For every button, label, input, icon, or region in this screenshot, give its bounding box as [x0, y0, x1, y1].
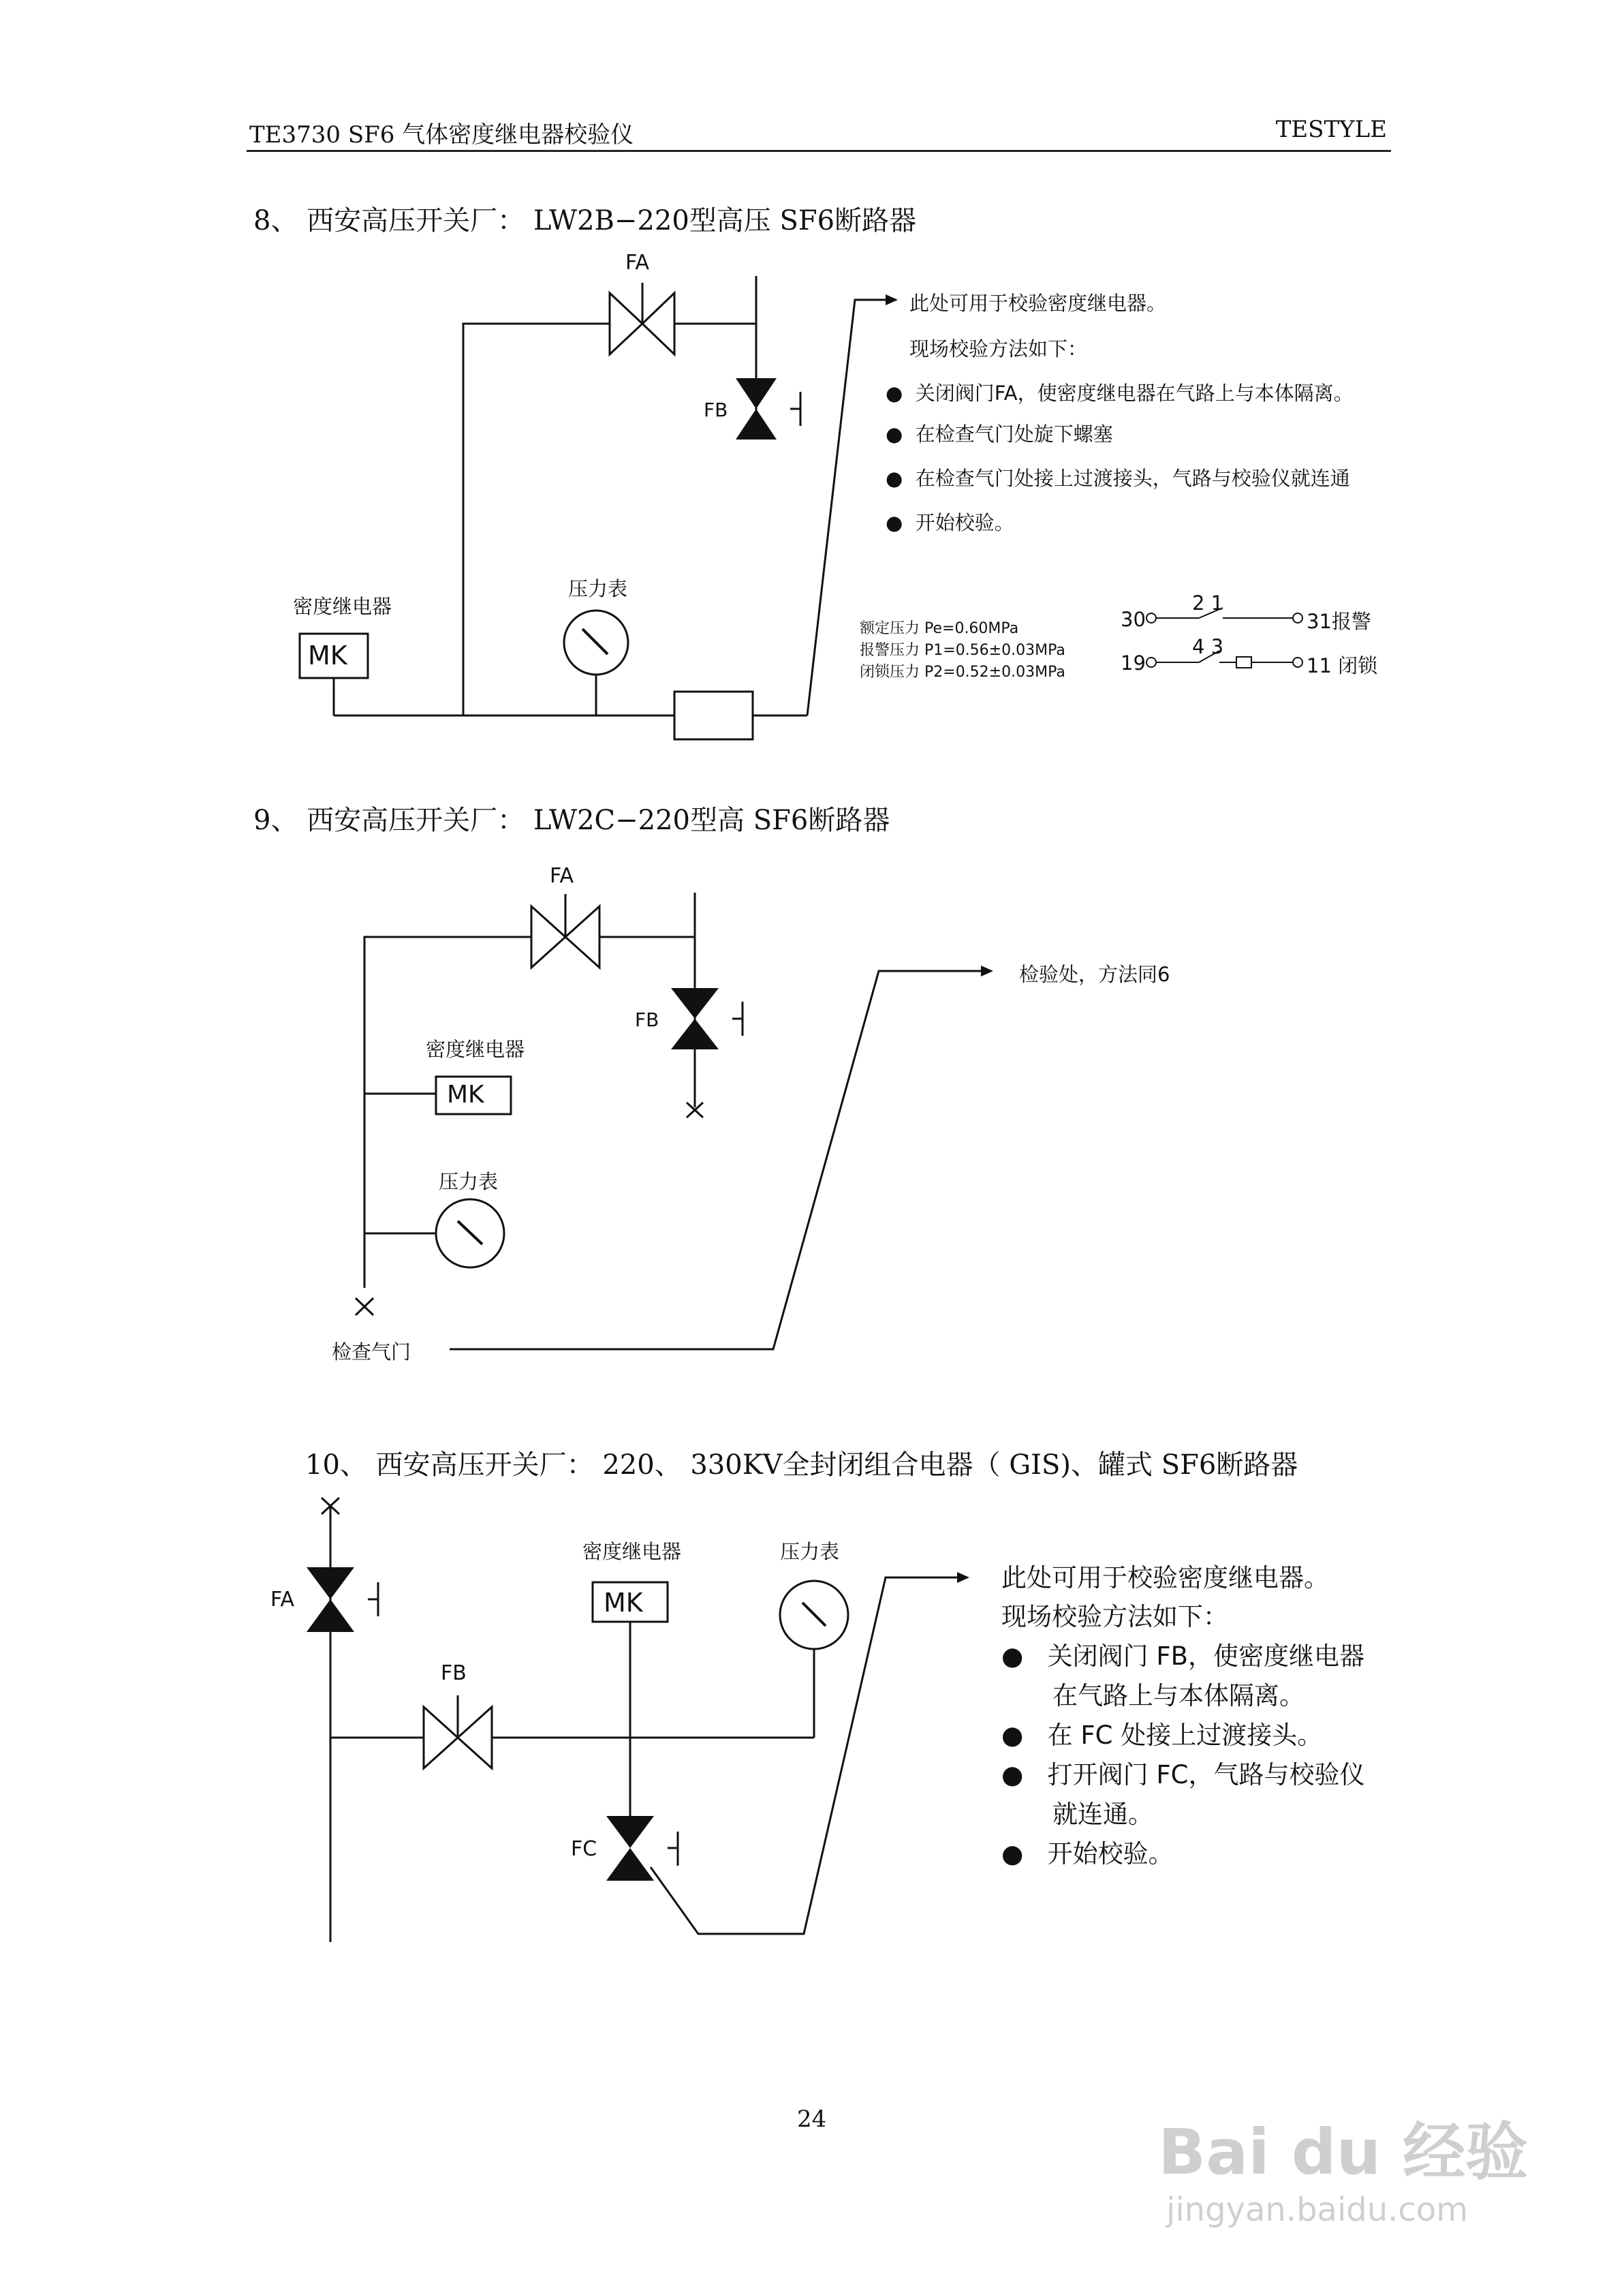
pressure-lock: 闭锁压力 P2=0.52±0.03MPa	[860, 664, 1065, 681]
valve-fa-8-label: FA	[625, 251, 650, 275]
watermark-url: jingyan.baidu.com	[1166, 2191, 1468, 2229]
contact-lock-right: 11 闭锁	[1307, 654, 1378, 677]
step-text: 关闭阀门 FB，使密度继电器	[1047, 1642, 1365, 1671]
valve-fa-10-label: FA	[270, 1588, 295, 1612]
note-10-step-3b: 就连通。	[1052, 1800, 1153, 1829]
note-10-step-2: ● 在 FC 处接上过渡接头。	[1001, 1721, 1323, 1750]
gauge-8-label: 压力表	[568, 577, 628, 600]
step-text: 在检查气门处旋下螺塞	[915, 422, 1113, 446]
step-text: 在检查气门处接上过渡接头，气路与校验仪就连通	[915, 467, 1350, 490]
valve-fc-10	[606, 1816, 654, 1848]
contact-alarm-left: 30	[1121, 608, 1146, 631]
header-brand: TESTYLE	[1275, 116, 1387, 143]
note-10-step-3: ● 打开阀门 FC，气路与校验仪	[1001, 1760, 1365, 1789]
note-10-step-1: ● 关闭阀门 FB，使密度继电器	[1001, 1642, 1365, 1671]
valve-fa-9-label: FA	[550, 864, 574, 888]
check-valve-9-label: 检查气门	[332, 1340, 411, 1364]
gauge-9-label: 压力表	[439, 1170, 499, 1193]
step-text: 开始校验。	[915, 511, 1014, 534]
note-8-method: 现场校验方法如下：	[909, 337, 1088, 360]
section-9-title: 9、 西安高压开关厂： LW2C−220型高 SF6断路器	[253, 805, 890, 836]
note-9: 检验处，方法同6	[1019, 963, 1170, 986]
note-8-step-1: ● 关闭阀门FA，使密度继电器在气路上与本体隔离。	[886, 382, 1354, 405]
note-10-step-4: ● 开始校验。	[1001, 1839, 1174, 1868]
pressure-rated: 额定压力 Pe=0.60MPa	[860, 620, 1019, 637]
relay-8-mk: MK	[308, 641, 347, 671]
contact-alarm-nums: 2 1	[1192, 591, 1224, 615]
relay-8-label: 密度继电器	[293, 595, 392, 618]
note-8-step-4: ● 开始校验。	[886, 511, 1014, 534]
step-text: 在 FC 处接上过渡接头。	[1047, 1721, 1323, 1750]
step-text: 关闭阀门FA，使密度继电器在气路上与本体隔离。	[915, 382, 1354, 405]
note-10-step-1b: 在气路上与本体隔离。	[1052, 1681, 1305, 1710]
note-8-head: 此处可用于校验密度继电器。	[909, 292, 1167, 315]
step-text: 打开阀门 FC，气路与校验仪	[1047, 1760, 1365, 1789]
note-10-method: 现场校验方法如下：	[1001, 1602, 1228, 1631]
relay-10-mk: MK	[604, 1588, 643, 1618]
header-title: TE3730 SF6 气体密度继电器校验仪	[249, 121, 634, 149]
contact-alarm-right: 31报警	[1307, 610, 1371, 633]
valve-fb-10-label: FB	[441, 1661, 467, 1685]
valve-fb-8-label: FB	[704, 399, 728, 421]
step-text: 开始校验。	[1047, 1839, 1174, 1868]
note-8-step-2: ● 在检查气门处旋下螺塞	[886, 422, 1113, 446]
valve-fb-9-label: FB	[635, 1008, 659, 1031]
lead-line-10	[651, 1577, 957, 1934]
gauge-10-label: 压力表	[780, 1540, 840, 1563]
valve-fa-10	[307, 1567, 354, 1599]
relay-10-label: 密度继电器	[582, 1540, 682, 1563]
section-10-title: 10、 西安高压开关厂： 220、 330KV全封闭组合电器（ GIS)、罐式 SF6断路器	[305, 1449, 1298, 1481]
page-number: 24	[797, 2106, 827, 2133]
valve-fc-10-label: FC	[571, 1837, 597, 1861]
note-8-step-3: ● 在检查气门处接上过渡接头，气路与校验仪就连通	[886, 467, 1350, 490]
contact-lock-left: 19	[1121, 651, 1146, 675]
watermark-brand: Bai du 经验	[1158, 2116, 1529, 2189]
relay-9-mk: MK	[447, 1081, 484, 1109]
section-8-title: 8、 西安高压开关厂： LW2B−220型高压 SF6断路器	[253, 205, 917, 236]
relay-9-label: 密度继电器	[426, 1038, 525, 1061]
pressure-alarm: 报警压力 P1=0.56±0.03MPa	[860, 642, 1065, 659]
note-10-head: 此处可用于校验密度继电器。	[1001, 1563, 1329, 1592]
contact-lock-nums: 4 3	[1192, 635, 1224, 658]
